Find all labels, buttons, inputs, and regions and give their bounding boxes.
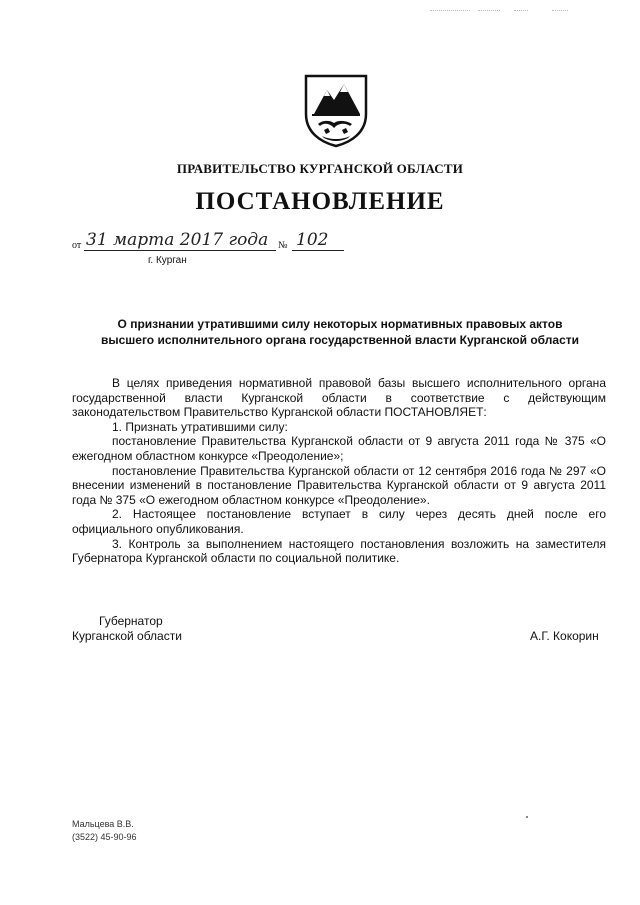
preamble-paragraph: В целях приведения нормативной правовой базы высшего исполнительного органа государственной власти Курганской области в соответствие с действующим законодательством Правительство Курганской области ПОСТАНОВЛЯЕТ: [72, 376, 606, 420]
number-label: № [278, 240, 288, 251]
subject-line: высшего исполнительного органа государственной власти Курганской области [100, 333, 580, 347]
document-subject [40, 316, 640, 348]
number-underline [292, 250, 344, 251]
handwritten-number: 102 [296, 230, 329, 250]
executor-phone: (3522) 45-90-96 [72, 832, 137, 842]
document-body [72, 376, 606, 566]
date-from-label: от [72, 240, 82, 251]
government-name: ПРАВИТЕЛЬСТВО КУРГАНСКОЙ ОБЛАСТИ [176, 161, 464, 176]
signatory-title [72, 614, 182, 644]
clause-1: 1. Признать утратившими силу: [112, 419, 288, 434]
scan-mark [478, 10, 500, 11]
clause-3: 3. Контроль за выполнением настоящего постановления возложить на заместителя Губернатора Курганской области по социальной политике. [72, 536, 606, 566]
scan-mark [552, 10, 568, 11]
handwritten-date: 31 марта 2017 года [86, 230, 269, 250]
subject-line: О признании утратившими силу некоторых нормативных правовых актов [117, 317, 563, 331]
clause-1-item-b: постановление Правительства Курганской области от 12 сентября 2016 года № 297 «О внесении изменений в постановление Правительства Курганской области от 9 августа 2011 года № 375 «О ежегодном областном конкурсе «Преодоление». [72, 463, 606, 507]
scan-mark [430, 10, 470, 11]
scan-speck [526, 816, 528, 818]
clause-2: 2. Настоящее постановление вступает в силу через десять дней после его официального опубликования. [72, 507, 606, 536]
document-type-title: ПОСТАНОВЛЕНИЕ [195, 188, 445, 215]
clause-1-item-a: постановление Правительства Курганской области от 9 августа 2011 года № 375 «О ежегодном областном конкурсе «Преодоление»; [72, 434, 606, 463]
scan-mark [514, 10, 528, 11]
signatory-name: А.Г. Кокорин [530, 629, 599, 643]
signatory-title-line: Губернатор [99, 614, 163, 628]
date-underline [84, 250, 276, 251]
kurgan-coat-of-arms-icon [300, 70, 372, 148]
executor-name: Мальцева В.В. [72, 819, 134, 829]
city-label: г. Курган [148, 255, 187, 266]
executor-info [72, 818, 137, 844]
signatory-title-line: Курганской области [72, 629, 182, 643]
